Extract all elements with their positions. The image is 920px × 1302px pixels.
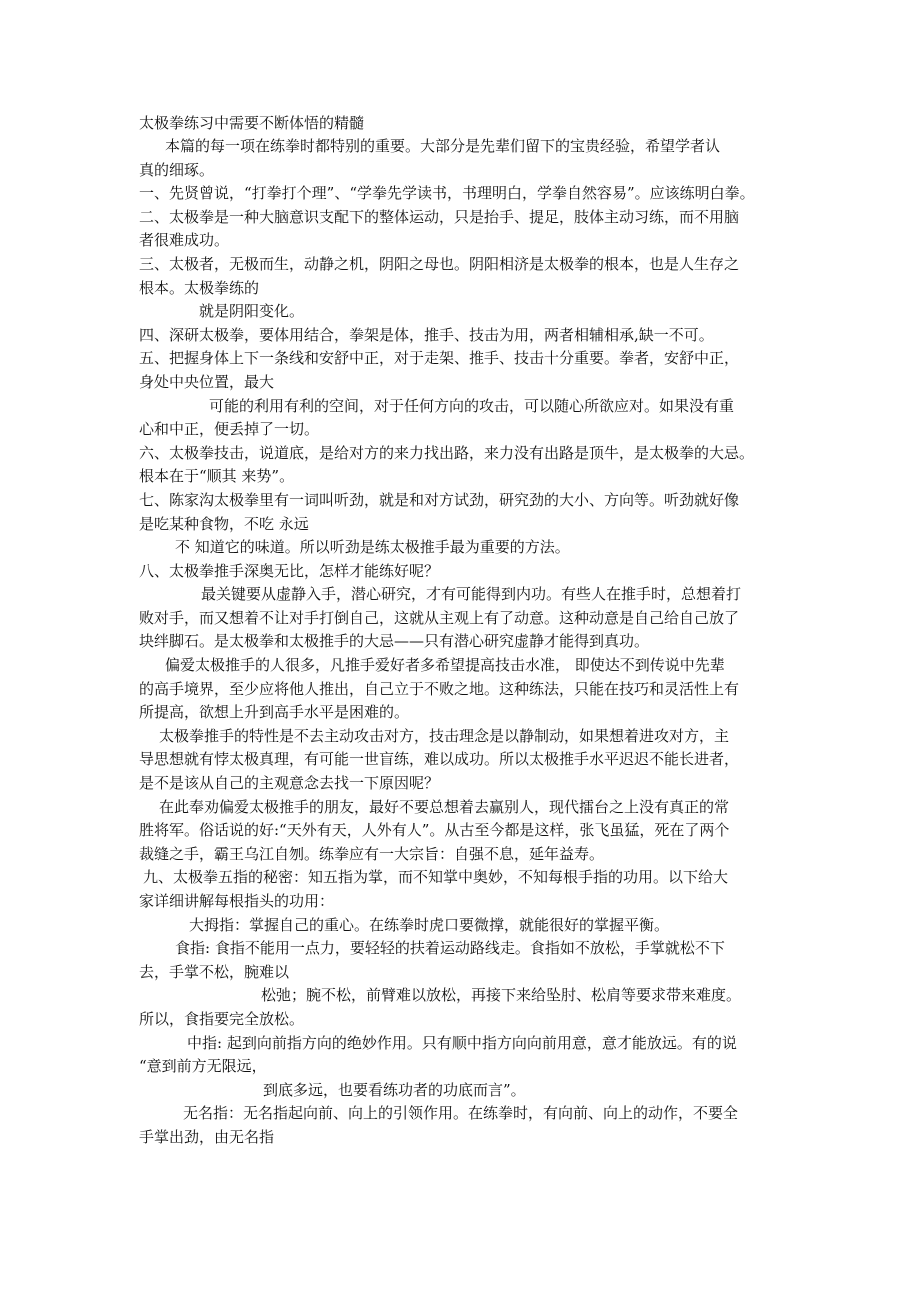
text-line: 四、深研太极拳，要体用结合，拳架是体，推手、技击为用，两者相辅相承,缺一不可。 <box>139 325 714 344</box>
text-line: 根本在于“顺其 来势”。 <box>139 467 295 486</box>
text-line: 是不是该从自己的主观意念去找一下原因呢？ <box>139 774 440 793</box>
text-line: 五、把握身体上下一条线和安舒中正，对于走架、推手、技击十分重要。拳者，安舒中正， <box>139 349 740 368</box>
text-line: 九、太极拳五指的秘密：知五指为掌，而不知掌中奥妙，不知每根手指的功用。以下给大 <box>143 868 729 887</box>
text-line: 块绊脚石。是太极拳和太极推手的大忌——只有潜心研究虚静才能得到真功。 <box>139 632 650 651</box>
text-line: 松弛；腕不松，前臂难以放松，再接下来给坠肘、松肩等要求带来难度。 <box>261 986 742 1005</box>
text-line: 所提高，欲想上升到高手水平是困难的。 <box>139 703 410 722</box>
text-line: 七、陈家沟太极拳里有一词叫听劲，就是和对方试劲，研究劲的大小、方向等。听劲就好像 <box>139 490 740 509</box>
text-line: 根本。太极拳练的 <box>139 278 260 297</box>
text-line: 就是阴阳变化。 <box>199 302 305 321</box>
text-line: 的高手境界，至少应将他人推出，自己立于不败之地。这种练法，只能在技巧和灵活性上有 <box>139 679 740 698</box>
text-line: 本篇的每一项在练拳时都特别的重要。大部分是先辈们留下的宝贵经验，希望学者认 <box>165 137 721 155</box>
text-line: 不 知道它的味道。所以听劲是练太极推手最为重要的方法。 <box>175 538 570 557</box>
text-line: 太极拳推手的特性是不去主动攻击对方，技击理念是以静制动，如果想着进攻对方，主 <box>159 726 730 745</box>
text-line: 者很难成功。 <box>139 231 230 250</box>
text-line: 家详细讲解每根指头的功用： <box>139 892 335 910</box>
text-line: 所以，食指要完全放松。 <box>139 1009 305 1028</box>
text-line: 八、太极拳推手深奥无比，怎样才能练好呢？ <box>139 561 440 580</box>
text-line: 最关键要从虚静入手，潜心研究，才有可能得到内功。有些人在推手时，总想着打 <box>201 585 742 604</box>
text-line: 六、太极拳技击，说道底，是给对方的来力找出路，来力没有出路是顶牛，是太极拳的大忌。 <box>139 443 755 462</box>
document-title: 太极拳练习中需要不断体悟的精髓 <box>139 114 365 132</box>
text-line: 食指: 食指不能用一点力，要轻轻的扶着运动路线走。食指如不放松，手掌就松不下 <box>175 939 725 958</box>
text-line: 心和中正，便丢掉了一切。 <box>139 420 320 439</box>
text-line: 偏爱太极推手的人很多，凡推手爱好者多希望提高技击水准， 即使达不到传说中先辈 <box>165 656 725 675</box>
text-line: 大拇指：掌握自己的重心。在练拳时虎口要微撑，就能很好的掌握平衡。 <box>189 915 670 934</box>
text-line: 裁缝之手，霸王乌江自刎。练拳应有一大宗旨：自强不息，延年益寿。 <box>139 844 605 863</box>
text-line: 到底多远，也要看练功者的功底而言”。 <box>263 1080 526 1099</box>
text-line: 一、先贤曾说，“打拳打个理”、“学拳先学读书，书理明白，学拳自然容易”。应该练明白拳。 <box>139 184 755 203</box>
text-line: 去，手掌不松，腕难以 <box>139 962 290 981</box>
text-line: 败对手，而又想着不让对手打倒自己，这就从主观上有了动意。这种动意是自己给自己放了 <box>139 608 740 627</box>
text-line: “意到前方无限远， <box>139 1057 267 1076</box>
text-line: 身处中央位置，最大 <box>139 372 275 391</box>
text-line: 真的细琢。 <box>139 160 215 179</box>
text-line: 三、太极者，无极而生，动静之机，阴阳之母也。阴阳相济是太极拳的根本，也是人生存之 <box>139 254 740 273</box>
text-line: 是吃某种食物，不吃 永远 <box>139 514 309 533</box>
text-line: 可能的利用有利的空间，对于任何方向的攻击，可以随心所欲应对。如果没有重 <box>209 396 735 415</box>
document-page <box>139 112 781 1150</box>
text-line: 无名指：无名指起向前、向上的引领作用。在练拳时，有向前、向上的动作，不要全 <box>183 1104 739 1123</box>
text-line: 导思想就有悖太极真理，有可能一世盲练，难以成功。所以太极推手水平迟迟不能长进者， <box>139 750 740 769</box>
text-line: 手掌出劲，由无名指 <box>139 1127 275 1146</box>
text-line: 二、太极拳是一种大脑意识支配下的整体运动，只是抬手、提足，肢体主动习练，而不用脑 <box>139 207 740 226</box>
document-body <box>139 135 781 1150</box>
text-line: 胜将军。俗话说的好:“天外有天，人外有人”。从古至今都是这样，张飞虽猛，死在了两个 <box>139 821 730 840</box>
text-line: 在此奉劝偏爱太极推手的朋友，最好不要总想着去赢别人，现代擂台之上没有真正的常 <box>159 797 730 816</box>
text-line: 中指: 起到向前指方向的绝妙作用。只有顺中指方向向前用意，意才能放远。有的说 <box>187 1033 737 1052</box>
